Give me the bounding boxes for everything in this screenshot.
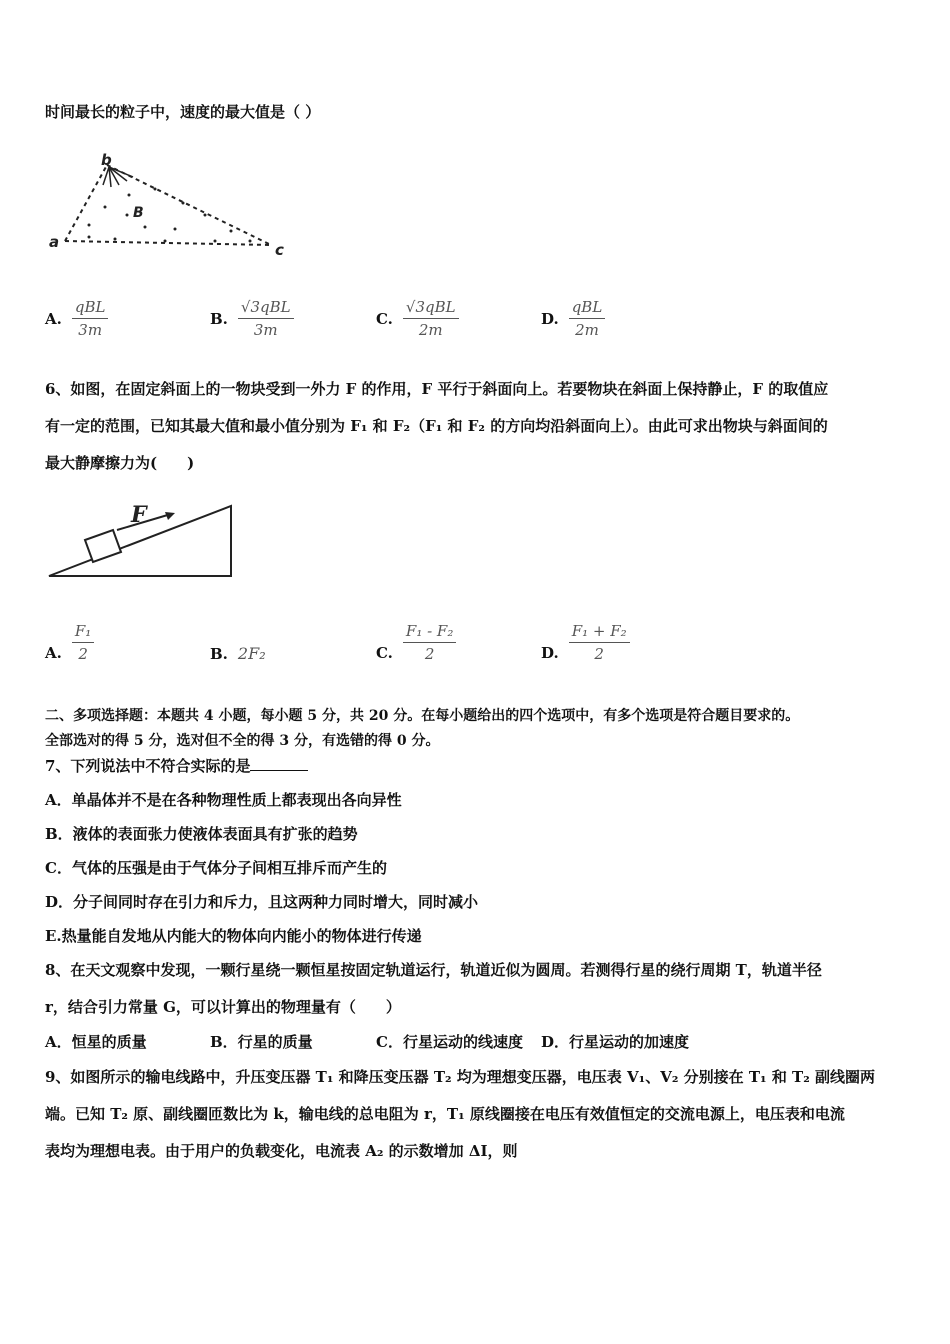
q8-option-a[interactable]: A．恒星的质量	[45, 1033, 147, 1051]
q5-stem-tail: 时间最长的粒子中，速度的最大值是（ ）	[45, 103, 321, 121]
force-label-F: F	[131, 502, 147, 528]
label-field-B: B	[133, 205, 144, 221]
option-label: D.	[541, 643, 559, 662]
q7-stem-text: 7、下列说法中不符合实际的是	[45, 757, 251, 775]
label-c: c	[275, 241, 284, 259]
label-b: b	[101, 151, 112, 169]
fraction	[403, 622, 456, 663]
q7-option-d[interactable]: D．分子间同时存在引力和斥力，且这两种力同时增大，同时减小	[45, 893, 479, 911]
denominator: 3m	[78, 321, 103, 339]
incline-block-figure	[45, 500, 240, 582]
option-label: A.	[45, 309, 62, 328]
q6-option-a[interactable]	[45, 622, 94, 663]
q7-option-a[interactable]: A．单晶体并不是在各种物理性质上都表现出各向异性	[45, 791, 402, 809]
q6-stem-line1: 6、如图，在固定斜面上的一物块受到一外力 F 的作用，F 平行于斜面向上。若要物块在斜面上保持静止，F 的取值应	[45, 380, 829, 398]
q5-option-c[interactable]	[376, 298, 459, 339]
answer-blank[interactable]	[250, 756, 308, 771]
denominator: 2m	[575, 321, 599, 339]
q6-option-c[interactable]	[376, 622, 456, 663]
option-label: B.	[210, 309, 228, 328]
label-a: a	[49, 233, 60, 251]
numerator: √3qBL	[403, 298, 459, 319]
option-expression: 2F₂	[237, 644, 266, 663]
q6-option-b[interactable]	[210, 644, 266, 663]
q7-option-b[interactable]: B．液体的表面张力使液体表面具有扩张的趋势	[45, 825, 358, 843]
q9-stem-line1: 9、如图所示的输电线路中，升压变压器 T₁ 和降压变压器 T₂ 均为理想变压器，电压表 V₁、V₂ 分别接在 T₁ 和 T₂ 副线圈两	[45, 1068, 876, 1086]
q6-stem-line2: 有一定的范围，已知其最大值和最小值分别为 F₁ 和 F₂（F₁ 和 F₂ 的方向均沿斜面向上）。由此可求出物块与斜面间的	[45, 417, 828, 435]
numerator: √3qBL	[238, 298, 294, 319]
numerator: qBL	[72, 298, 109, 319]
triangle-field-figure	[45, 145, 305, 265]
fraction	[569, 622, 630, 663]
denominator: 2	[594, 645, 604, 663]
fraction	[403, 298, 459, 339]
option-label: B.	[210, 644, 228, 663]
denominator: 2	[78, 645, 88, 663]
option-label: C.	[376, 309, 393, 328]
q8-option-b[interactable]: B．行星的质量	[210, 1033, 313, 1051]
q8-stem-line2: r，结合引力常量 G，可以计算出的物理量有（ ）	[45, 998, 401, 1016]
q9-stem-line2: 端。已知 T₂ 原、副线圈匝数比为 k，输电线的总电阻为 r，T₁ 原线圈接在电压有效值恒定的交流电源上，电压表和电流	[45, 1105, 845, 1123]
numerator: qBL	[569, 298, 606, 319]
q7-stem	[45, 756, 308, 776]
section2-header-line2: 全部选对的得 5 分，选对但不全的得 3 分，有选错的得 0 分。	[45, 733, 440, 749]
q9-stem-line3: 表均为理想电表。由于用户的负载变化，电流表 A₂ 的示数增加 ΔI，则	[45, 1142, 518, 1160]
q7-option-c[interactable]: C．气体的压强是由于气体分子间相互排斥而产生的	[45, 859, 387, 877]
q5-option-d[interactable]	[541, 298, 605, 339]
option-label: C.	[376, 643, 393, 662]
fraction	[72, 622, 94, 663]
fraction	[569, 298, 606, 339]
fraction	[72, 298, 109, 339]
option-label: D.	[541, 309, 559, 328]
q6-option-d[interactable]	[541, 622, 630, 663]
section2-header-line1: 二、多项选择题：本题共 4 小题，每小题 5 分，共 20 分。在每小题给出的四个选项中，有多个选项是符合题目要求的。	[45, 708, 800, 724]
numerator: F₁ - F₂	[403, 622, 456, 643]
q7-option-e[interactable]: E.热量能自发地从内能大的物体向内能小的物体进行传递	[45, 927, 422, 945]
q8-option-c[interactable]: C．行星运动的线速度	[376, 1033, 523, 1051]
denominator: 3m	[253, 321, 278, 339]
option-label: A.	[45, 643, 62, 662]
denominator: 2	[424, 645, 435, 663]
numerator: F₁	[72, 622, 94, 643]
q8-option-d[interactable]: D．行星运动的加速度	[541, 1033, 690, 1051]
denominator: 2m	[418, 321, 443, 339]
q5-option-a[interactable]	[45, 298, 108, 339]
fraction	[238, 298, 294, 339]
q8-stem-line1: 8、在天文观察中发现，一颗行星绕一颗恒星按固定轨道运行，轨道近似为圆周。若测得行星的绕行周期 T，轨道半径	[45, 961, 822, 979]
numerator: F₁ + F₂	[569, 622, 630, 643]
q6-stem-line3: 最大静摩擦力为( )	[45, 454, 195, 472]
q5-option-b[interactable]	[210, 298, 294, 339]
